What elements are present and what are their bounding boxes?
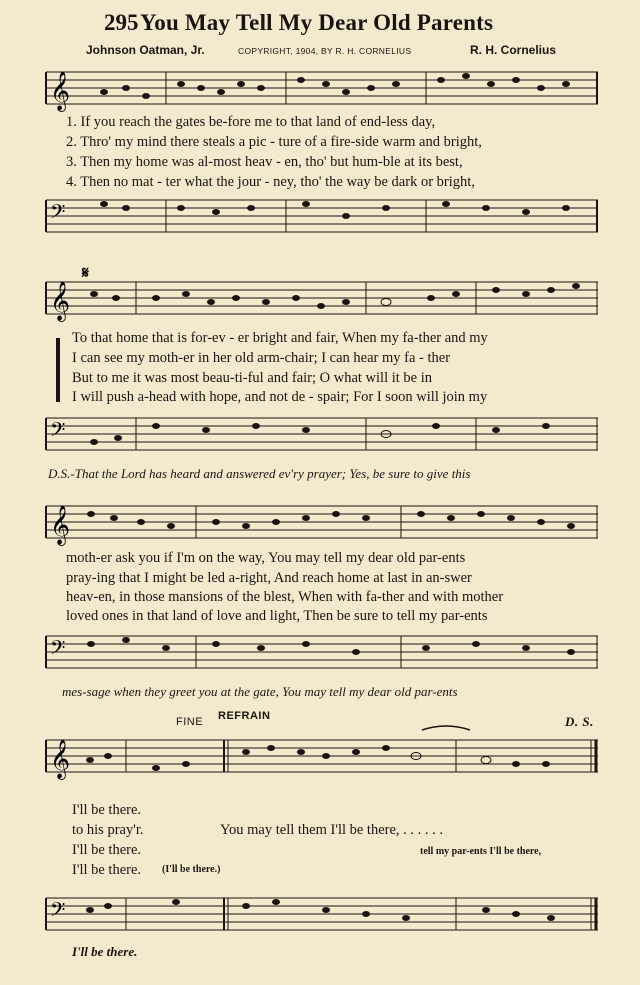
verse-bracket	[56, 338, 60, 402]
verse-4-line-1: 4. Then no mat - ter what the jour - ney, tho' the way be dark or bright,	[66, 174, 475, 190]
verse-2-line-2: I can see my moth-er in her old arm-chair; I can hear my fa - ther	[72, 350, 451, 366]
refrain-line-2: to his pray'r.	[72, 822, 144, 838]
svg-text:𝄞: 𝄞	[50, 505, 71, 545]
hymn-number: 295	[104, 10, 139, 35]
svg-text:𝄋: 𝄋	[82, 265, 89, 282]
verse-4-line-3: loved ones in that land of love and light, Then be sure to tell my par-ents	[66, 608, 488, 624]
ds-marker: D. S.	[565, 714, 594, 729]
treble-staff-4	[46, 736, 598, 779]
composer: R. H. Cornelius	[470, 43, 557, 57]
svg-text:𝄞: 𝄞	[50, 71, 71, 111]
svg-text:𝄢: 𝄢	[50, 636, 66, 664]
treble-staff-2	[46, 265, 598, 321]
fine-marker: FINE	[176, 716, 204, 728]
treble-staff-1	[46, 68, 598, 111]
refrain-small-text: tell my par-ents I'll be there,	[420, 846, 542, 857]
refrain-line-4: I'll be there.	[72, 862, 142, 878]
verse-4-line-2: I will push a-head with hope, and not de - spair; For I soon will join my	[72, 389, 488, 405]
verse-1-line-2: To that home that is for-ev - er bright and fair, When my fa-ther and my	[72, 330, 488, 346]
bass-staff-3	[46, 632, 598, 668]
refrain-line-3: I'll be there.	[72, 842, 142, 858]
svg-text:𝄞: 𝄞	[50, 739, 71, 779]
hymn-title: You May Tell My Dear Old Parents	[140, 10, 494, 35]
echo-text: (I'll be there.)	[162, 864, 221, 875]
svg-text:𝄢: 𝄢	[50, 200, 66, 228]
treble-staff-3	[46, 502, 598, 545]
refrain-line-1: I'll be there.	[72, 802, 142, 818]
svg-text:𝄢: 𝄢	[50, 898, 66, 926]
bass-staff-1	[46, 196, 598, 232]
bass-staff-2	[46, 414, 598, 450]
lyricist: Johnson Oatman, Jr.	[86, 43, 205, 57]
ds-lyric-line-1: D.S.-That the Lord has heard and answered ev'ry prayer; Yes, be sure to give this	[48, 466, 471, 481]
refrain-heading: REFRAIN	[218, 710, 271, 722]
verse-3-line-3: heav-en, in those mansions of the blest, When with fa-ther and with mother	[66, 589, 504, 605]
verse-1-line-1: 1. If you reach the gates be-fore me to that land of end-less day,	[66, 114, 436, 130]
verse-2-line-1: 2. Thro' my mind there steals a pic - ture of a fire-side warm and bright,	[66, 134, 482, 150]
ds-lyric-line-2: mes-sage when they greet you at the gate, You may tell my dear old par-ents	[62, 684, 458, 699]
refrain-text: You may tell them I'll be there, . . . . . .	[220, 822, 444, 838]
verse-3-line-2: But to me it was most beau-ti-ful and fair; O what will it be in	[72, 370, 433, 386]
verse-3-line-1: 3. Then my home was al-most heav - en, tho' but hum-ble at its best,	[66, 154, 463, 170]
verse-2-line-3: pray-ing that I might be led a-right, And reach home at last in an-swer	[66, 570, 472, 586]
svg-text:𝄢: 𝄢	[50, 418, 66, 446]
svg-text:𝄞: 𝄞	[50, 281, 71, 321]
ds-lyric-line-3: I'll be there.	[72, 944, 138, 959]
copyright-notice: COPYRIGHT, 1904, BY R. H. CORNELIUS	[238, 46, 412, 56]
bass-staff-4	[46, 894, 598, 930]
verse-1-line-3: moth-er ask you if I'm on the way, You may tell my dear old par-ents	[66, 550, 466, 566]
